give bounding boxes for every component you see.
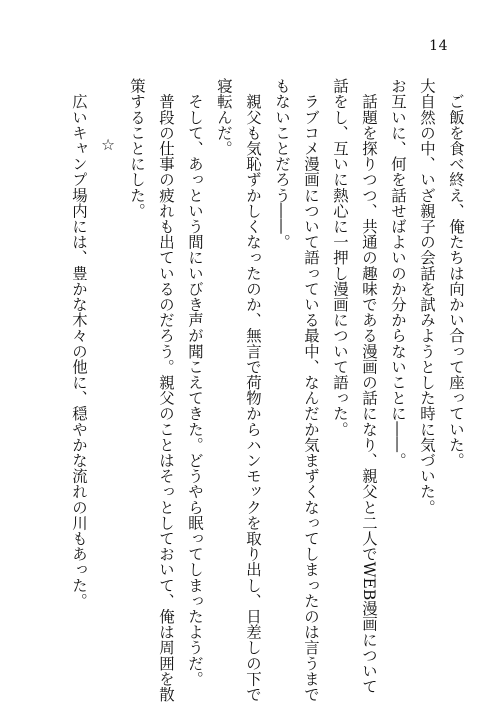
scene-break-star: ☆ xyxy=(99,136,117,155)
text-line: ご飯を食べ終え、俺たちは向かい合って座っていた。 xyxy=(447,78,465,468)
text-line: もないことだろう――。 xyxy=(273,78,291,250)
text-line: 策することにした。 xyxy=(128,78,146,219)
text-line: ラブコメ漫画について語っている最中、なんだか気まずくなってしまったのは言うまで xyxy=(302,78,320,702)
text-line: お互いに、何を話せばよいのか分からないことに――。 xyxy=(389,78,407,468)
text-line: そして、あっという間にいびき声が聞こえてきた。どうやら眠ってしまったようだ。 xyxy=(186,78,204,687)
page-number: 14 xyxy=(429,38,448,54)
text-line: 親父も気恥ずかしくなったのか、無言で荷物からハンモックを取り出し、日差しの下で xyxy=(244,78,262,702)
text-line: 大自然の中、いざ親子の会話を試みようとした時に気づいた。 xyxy=(418,78,436,515)
novel-text-body xyxy=(64,78,470,702)
text-line: 広いキャンプ場内には、豊かな木々の他に、穏やかな流れの川もあった。 xyxy=(70,78,88,609)
text-line: 普段の仕事の疲れも出ているのだろう。親父のことはそっとしておいて、俺は周囲を散 xyxy=(157,78,175,702)
text-line: 寝転んだ。 xyxy=(215,78,233,156)
text-line: 話をし、互いに熱心に一押し漫画について語った。 xyxy=(331,78,349,437)
text-line: 話題を探りつつ、共通の趣味である漫画の話になり、親父と二人でWEB漫画について xyxy=(360,78,378,695)
